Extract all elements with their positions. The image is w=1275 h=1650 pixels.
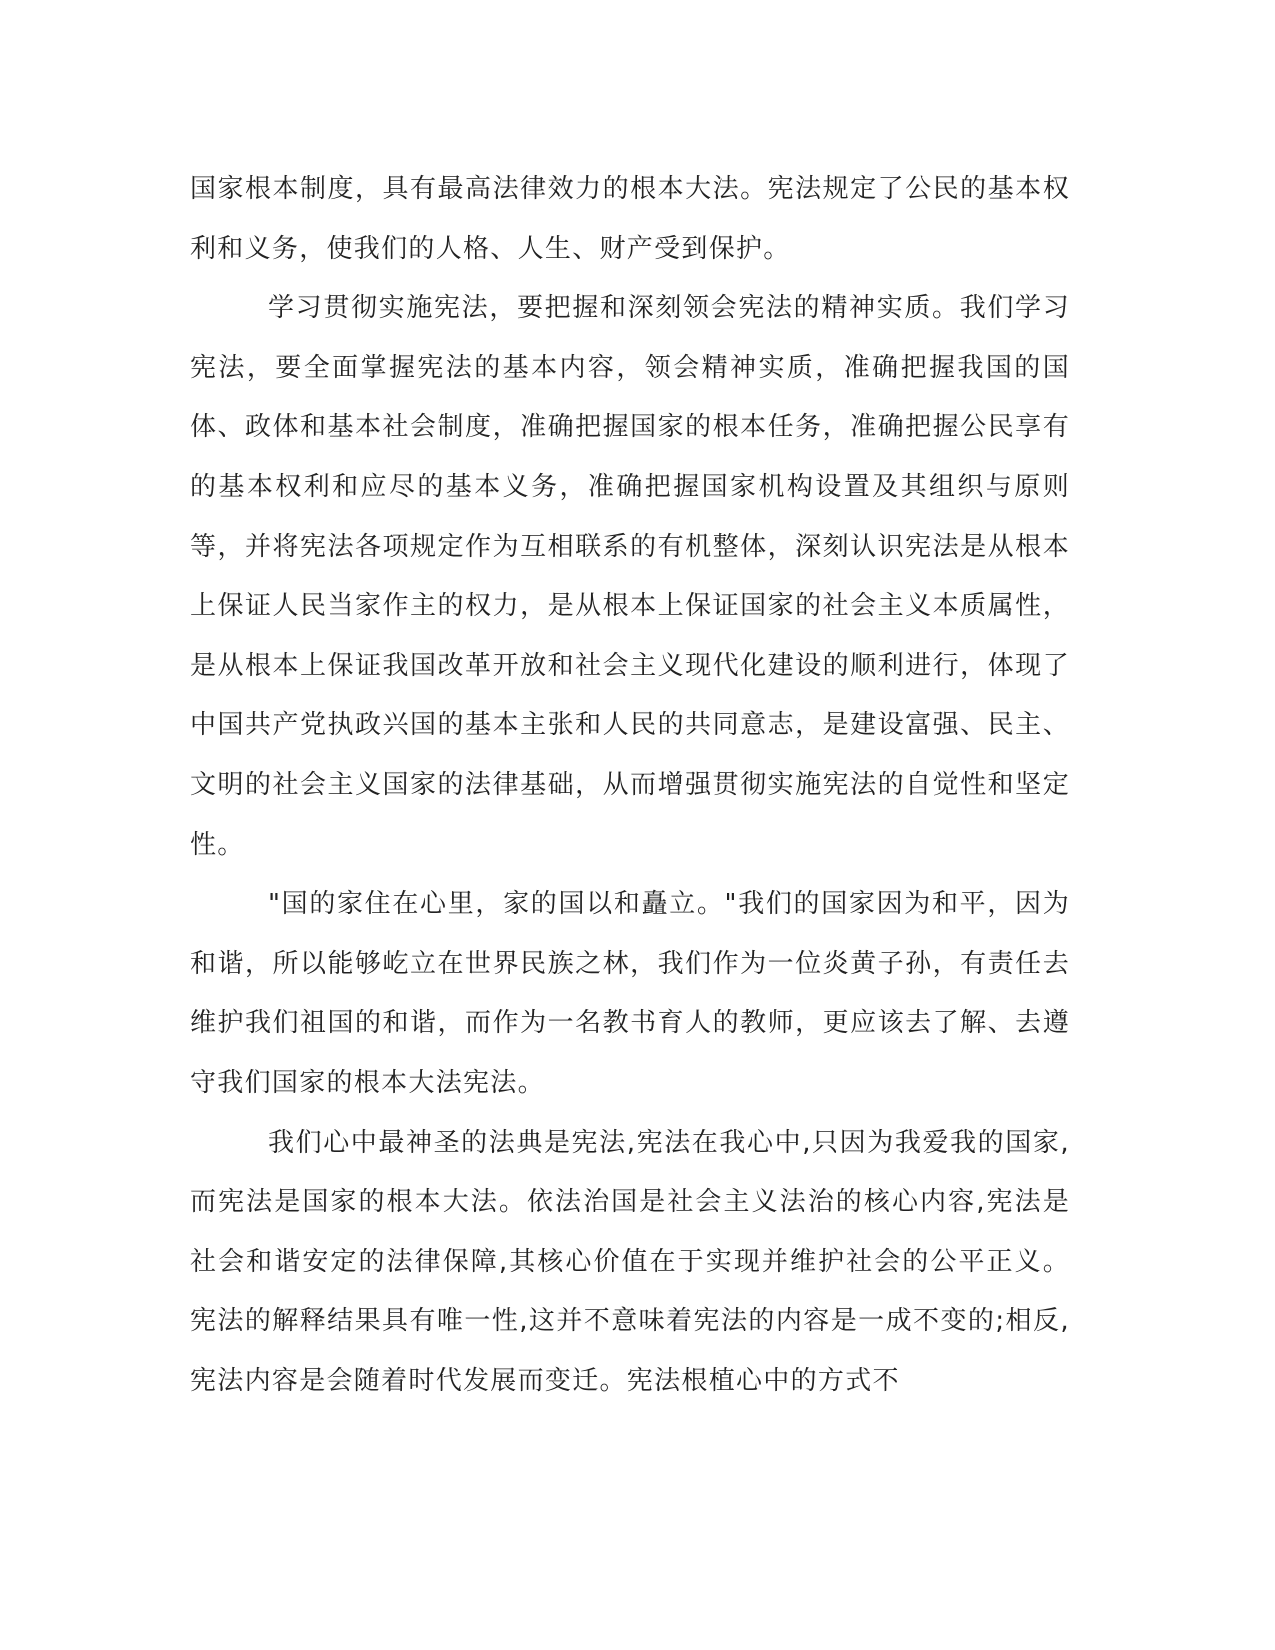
paragraph-continuation: 国家根本制度，具有最高法律效力的根本大法。宪法规定了公民的基本权利和义务，使我们的人格、人生、财产受到保护。 (190, 174, 1070, 264)
paragraph-sacred-code: 我们心中最神圣的法典是宪法,宪法在我心中,只因为我爱我的国家,而宪法是国家的根本大法。依法治国是社会主义法治的核心内容,宪法是社会和谐安定的法律保障,其核心价值在于实现并维护社会的公平正义。宪法的解释结果具有唯一性,这并不意味着宪法的内容是一成不变的;相反,宪法内容是会随着时代发展而变迁。宪法根植心中的方式不 (190, 1127, 1070, 1396)
document-body (190, 160, 1070, 1411)
paragraph-country-home: "国的家住在心里，家的国以和矗立。"我们的国家因为和平，因为和谐，所以能够屹立在世界民族之林，我们作为一位炎黄子孙，有责任去维护我们祖国的和谐，而作为一名教书育人的教师，更应该去了解、去遵守我们国家的根本大法宪法。 (190, 889, 1070, 1098)
paragraph-study-constitution: 学习贯彻实施宪法，要把握和深刻领会宪法的精神实质。我们学习宪法，要全面掌握宪法的基本内容，领会精神实质，准确把握我国的国体、政体和基本社会制度，准确把握国家的根本任务，准确把握公民享有的基本权利和应尽的基本义务，准确把握国家机构设置及其组织与原则等，并将宪法各项规定作为互相联系的有机整体，深刻认识宪法是从根本上保证人民当家作主的权力，是从根本上保证国家的社会主义本质属性，是从根本上保证我国改革开放和社会主义现代化建设的顺利进行，体现了中国共产党执政兴国的基本主张和人民的共同意志，是建设富强、民主、文明的社会主义国家的法律基础，从而增强贯彻实施宪法的自觉性和坚定性。 (190, 293, 1070, 860)
